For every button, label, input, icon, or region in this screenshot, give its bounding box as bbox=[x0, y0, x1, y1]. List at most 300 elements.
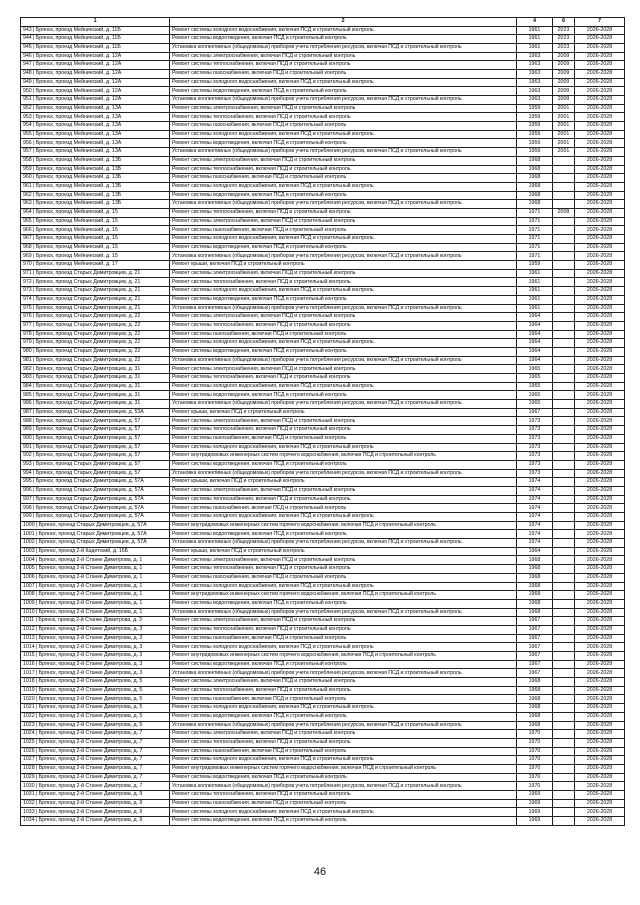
last-repair-year-cell bbox=[553, 643, 575, 652]
last-repair-year-cell bbox=[553, 347, 575, 356]
row-address-cell: 1019 | Брянск, проезд 2-й Станке Димитрова, д. 5 bbox=[21, 686, 170, 695]
page-number: 46 bbox=[313, 866, 327, 878]
row-address-cell: 960 | Брянск, проезд Мейнинский, д. 13Б bbox=[21, 174, 170, 183]
work-type-cell: Ремонт системы холодного водоснабжения, включая ПСД и строительный контроль bbox=[170, 643, 517, 652]
table-row bbox=[21, 591, 625, 600]
column-number: 1 bbox=[21, 18, 170, 27]
row-address-cell: 959 | Брянск, проезд Мейнинский, д. 13Б bbox=[21, 165, 170, 174]
work-type-cell: Ремонт системы электроснабжения, включая ПСД и строительный контроль bbox=[170, 730, 517, 739]
row-address-cell: 993 | Брянск, проезд Старых Димитровцев, д. 57 bbox=[21, 460, 170, 469]
build-year-cell: 1967 bbox=[517, 660, 553, 669]
row-address-cell: 1011 | Брянск, проезд 2-й Станке Димитрова, д. 3 bbox=[21, 617, 170, 626]
last-repair-year-cell: 2023 bbox=[553, 26, 575, 35]
build-year-cell: 1961 bbox=[517, 278, 553, 287]
table-row bbox=[21, 339, 625, 348]
table-row bbox=[21, 356, 625, 365]
row-address-cell: 988 | Брянск, проезд Старых Димитровцев, д. 57 bbox=[21, 417, 170, 426]
row-address-cell: 985 | Брянск, проезд Старых Димитровцев, д. 31 bbox=[21, 391, 170, 400]
table-row bbox=[21, 400, 625, 409]
row-address-cell: 999 | Брянск, проезд Старых Димитровцев, д. 57А bbox=[21, 513, 170, 522]
row-address-cell: 982 | Брянск, проезд Старых Димитровцев, д. 31 bbox=[21, 365, 170, 374]
planned-period-cell: 2026-2028 bbox=[575, 599, 625, 608]
last-repair-year-cell: 2009 bbox=[553, 69, 575, 78]
planned-period-cell: 2026-2028 bbox=[575, 495, 625, 504]
table-row bbox=[21, 113, 625, 122]
row-address-cell: 1018 | Брянск, проезд 2-й Станке Димитрова, д. 5 bbox=[21, 678, 170, 687]
build-year-cell: 1963 bbox=[517, 78, 553, 87]
work-type-cell: Ремонт системы теплоснабжения, включая ПСД и строительный контроль bbox=[170, 426, 517, 435]
build-year-cell: 1971 bbox=[517, 208, 553, 217]
table-row bbox=[21, 174, 625, 183]
row-address-cell: 987 | Брянск, проезд Старых Димитровцев, д. 53А bbox=[21, 408, 170, 417]
table-row bbox=[21, 78, 625, 87]
build-year-cell: 1968 bbox=[517, 174, 553, 183]
build-year-cell: 1968 bbox=[517, 695, 553, 704]
work-type-cell: Установка коллективных (общедомовых) приборов учета потребления ресурсов, включая ПСД и строительный контроль bbox=[170, 200, 517, 209]
last-repair-year-cell bbox=[553, 547, 575, 556]
planned-period-cell: 2026-2028 bbox=[575, 226, 625, 235]
work-type-cell: Ремонт системы водоотведения, включая ПСД и строительный контроль bbox=[170, 817, 517, 826]
work-type-cell: Ремонт системы водоотведения, включая ПСД и строительный контроль bbox=[170, 295, 517, 304]
table-row bbox=[21, 599, 625, 608]
work-type-cell: Установка коллективных (общедомовых) приборов учета потребления ресурсов, включая ПСД и строительный контроль bbox=[170, 43, 517, 52]
table-row bbox=[21, 208, 625, 217]
last-repair-year-cell bbox=[553, 799, 575, 808]
row-address-cell: 980 | Брянск, проезд Старых Димитровцев, д. 22 bbox=[21, 347, 170, 356]
table-row bbox=[21, 495, 625, 504]
work-type-cell: Установка коллективных (общедомовых) приборов учета потребления ресурсов, включая ПСД и строительный контроль bbox=[170, 469, 517, 478]
row-address-cell: 956 | Брянск, проезд Мейнинский, д. 13А bbox=[21, 139, 170, 148]
last-repair-year-cell bbox=[553, 434, 575, 443]
row-address-cell: 1013 | Брянск, проезд 2-й Станке Димитрова, д. 3 bbox=[21, 634, 170, 643]
last-repair-year-cell bbox=[553, 382, 575, 391]
row-address-cell: 984 | Брянск, проезд Старых Димитровцев, д. 31 bbox=[21, 382, 170, 391]
planned-period-cell: 2026-2028 bbox=[575, 217, 625, 226]
build-year-cell: 1965 bbox=[517, 374, 553, 383]
row-address-cell: 1007 | Брянск, проезд 2-й Станке Димитрова, д. 1 bbox=[21, 582, 170, 591]
planned-period-cell: 2026-2028 bbox=[575, 504, 625, 513]
last-repair-year-cell bbox=[553, 660, 575, 669]
table-row bbox=[21, 747, 625, 756]
table-row bbox=[21, 817, 625, 826]
build-year-cell: 1959 bbox=[517, 261, 553, 270]
table-row bbox=[21, 504, 625, 513]
table-row bbox=[21, 295, 625, 304]
build-year-cell: 1973 bbox=[517, 443, 553, 452]
last-repair-year-cell bbox=[553, 712, 575, 721]
planned-period-cell: 2026-2028 bbox=[575, 313, 625, 322]
row-address-cell: 976 | Брянск, проезд Старых Димитровцев, д. 22 bbox=[21, 313, 170, 322]
table-row bbox=[21, 139, 625, 148]
last-repair-year-cell: 2023 bbox=[553, 35, 575, 44]
row-address-cell: 1002 | Брянск, проезд Старых Димитровцев, д. 57А bbox=[21, 539, 170, 548]
planned-period-cell: 2026-2028 bbox=[575, 382, 625, 391]
planned-period-cell: 2026-2028 bbox=[575, 43, 625, 52]
planned-period-cell: 2026-2028 bbox=[575, 35, 625, 44]
work-type-cell: Ремонт системы холодного водоснабжения, включая ПСД и строительный контроль bbox=[170, 382, 517, 391]
table-row bbox=[21, 738, 625, 747]
table-row bbox=[21, 565, 625, 574]
build-year-cell: 1959 bbox=[517, 122, 553, 131]
row-address-cell: 953 | Брянск, проезд Мейнинский, д. 13А bbox=[21, 113, 170, 122]
work-type-cell: Ремонт системы холодного водоснабжения, включая ПСД и строительный контроль bbox=[170, 182, 517, 191]
table-row bbox=[21, 686, 625, 695]
row-address-cell: 1023 | Брянск, проезд 2-й Станке Димитрова, д. 5 bbox=[21, 721, 170, 730]
build-year-cell: 1968 bbox=[517, 704, 553, 713]
work-type-cell: Ремонт системы водоотведения, включая ПСД и строительный контроль bbox=[170, 712, 517, 721]
last-repair-year-cell bbox=[553, 304, 575, 313]
planned-period-cell: 2026-2028 bbox=[575, 634, 625, 643]
table-row bbox=[21, 374, 625, 383]
build-year-cell: 1970 bbox=[517, 730, 553, 739]
planned-period-cell: 2026-2028 bbox=[575, 139, 625, 148]
build-year-cell: 1970 bbox=[517, 773, 553, 782]
last-repair-year-cell bbox=[553, 599, 575, 608]
build-year-cell: 1968 bbox=[517, 182, 553, 191]
table-row bbox=[21, 69, 625, 78]
last-repair-year-cell bbox=[553, 747, 575, 756]
row-address-cell: 973 | Брянск, проезд Старых Димитровцев, д. 21 bbox=[21, 287, 170, 296]
work-type-cell: Ремонт системы электроснабжения, включая ПСД и строительный контроль bbox=[170, 313, 517, 322]
last-repair-year-cell bbox=[553, 330, 575, 339]
row-address-cell: 977 | Брянск, проезд Старых Димитровцев, д. 22 bbox=[21, 321, 170, 330]
work-type-cell: Ремонт крыши, включая ПСД и строительный контроль bbox=[170, 261, 517, 270]
planned-period-cell: 2026-2028 bbox=[575, 782, 625, 791]
row-address-cell: 951 | Брянск, проезд Мейнинский, д. 12А bbox=[21, 96, 170, 105]
last-repair-year-cell bbox=[553, 321, 575, 330]
planned-period-cell: 2026-2028 bbox=[575, 452, 625, 461]
work-type-cell: Ремонт системы теплоснабжения, включая ПСД и строительный контроль bbox=[170, 791, 517, 800]
work-type-cell: Ремонт системы холодного водоснабжения, включая ПСД и строительный контроль bbox=[170, 130, 517, 139]
last-repair-year-cell bbox=[553, 521, 575, 530]
last-repair-year-cell bbox=[553, 539, 575, 548]
table-row bbox=[21, 547, 625, 556]
build-year-cell: 1963 bbox=[517, 96, 553, 105]
last-repair-year-cell bbox=[553, 504, 575, 513]
table-row bbox=[21, 678, 625, 687]
planned-period-cell: 2026-2028 bbox=[575, 330, 625, 339]
row-address-cell: 1012 | Брянск, проезд 2-й Станке Димитрова, д. 3 bbox=[21, 625, 170, 634]
last-repair-year-cell: 2009 bbox=[553, 87, 575, 96]
last-repair-year-cell bbox=[553, 200, 575, 209]
planned-period-cell: 2026-2028 bbox=[575, 817, 625, 826]
last-repair-year-cell bbox=[553, 764, 575, 773]
build-year-cell: 1963 bbox=[517, 87, 553, 96]
row-address-cell: 1033 | Брянск, проезд 2-й Станке Димитрова, д. 9 bbox=[21, 808, 170, 817]
planned-period-cell: 2026-2028 bbox=[575, 443, 625, 452]
last-repair-year-cell bbox=[553, 756, 575, 765]
planned-period-cell: 2026-2028 bbox=[575, 269, 625, 278]
planned-period-cell: 2026-2028 bbox=[575, 61, 625, 70]
build-year-cell: 1971 bbox=[517, 226, 553, 235]
build-year-cell: 1968 bbox=[517, 165, 553, 174]
planned-period-cell: 2026-2028 bbox=[575, 287, 625, 296]
planned-period-cell: 2026-2028 bbox=[575, 539, 625, 548]
planned-period-cell: 2026-2028 bbox=[575, 130, 625, 139]
table-row bbox=[21, 617, 625, 626]
last-repair-year-cell bbox=[553, 165, 575, 174]
last-repair-year-cell bbox=[553, 808, 575, 817]
planned-period-cell: 2026-2028 bbox=[575, 347, 625, 356]
build-year-cell: 1967 bbox=[517, 669, 553, 678]
table-row bbox=[21, 165, 625, 174]
row-address-cell: 1010 | Брянск, проезд 2-й Станке Димитрова, д. 1 bbox=[21, 608, 170, 617]
last-repair-year-cell bbox=[553, 235, 575, 244]
work-type-cell: Ремонт внутридомовых инженерных систем горячего водоснабжения, включая ПСД и строительный контроль bbox=[170, 764, 517, 773]
planned-period-cell: 2026-2028 bbox=[575, 243, 625, 252]
last-repair-year-cell bbox=[553, 278, 575, 287]
planned-period-cell: 2026-2028 bbox=[575, 391, 625, 400]
last-repair-year-cell: 2009 bbox=[553, 78, 575, 87]
last-repair-year-cell bbox=[553, 217, 575, 226]
table-row bbox=[21, 43, 625, 52]
last-repair-year-cell bbox=[553, 591, 575, 600]
build-year-cell: 1967 bbox=[517, 652, 553, 661]
planned-period-cell: 2026-2028 bbox=[575, 712, 625, 721]
work-type-cell: Ремонт системы водоотведения, включая ПСД и строительный контроль bbox=[170, 139, 517, 148]
row-address-cell: 1034 | Брянск, проезд 2-й Станке Димитрова, д. 9 bbox=[21, 817, 170, 826]
work-type-cell: Ремонт системы теплоснабжения, включая ПСД и строительный контроль bbox=[170, 738, 517, 747]
build-year-cell: 1973 bbox=[517, 417, 553, 426]
build-year-cell: 1968 bbox=[517, 191, 553, 200]
work-type-cell: Установка коллективных (общедомовых) приборов учета потребления ресурсов, включая ПСД и строительный контроль bbox=[170, 304, 517, 313]
last-repair-year-cell bbox=[553, 365, 575, 374]
last-repair-year-cell: 2008 bbox=[553, 208, 575, 217]
work-type-cell: Ремонт системы теплоснабжения, включая ПСД и строительный контроль bbox=[170, 321, 517, 330]
table-row bbox=[21, 452, 625, 461]
row-address-cell: 994 | Брянск, проезд Старых Димитровцев, д. 57 bbox=[21, 469, 170, 478]
table-row bbox=[21, 35, 625, 44]
work-type-cell: Ремонт системы теплоснабжения, включая ПСД и строительный контроль bbox=[170, 113, 517, 122]
table-row bbox=[21, 478, 625, 487]
row-address-cell: 1009 | Брянск, проезд 2-й Станке Димитрова, д. 1 bbox=[21, 599, 170, 608]
build-year-cell: 1965 bbox=[517, 382, 553, 391]
planned-period-cell: 2026-2028 bbox=[575, 96, 625, 105]
build-year-cell: 1970 bbox=[517, 764, 553, 773]
planned-period-cell: 2026-2028 bbox=[575, 26, 625, 35]
last-repair-year-cell: 2009 bbox=[553, 61, 575, 70]
planned-period-cell: 2026-2028 bbox=[575, 773, 625, 782]
last-repair-year-cell bbox=[553, 773, 575, 782]
row-address-cell: 969 | Брянск, проезд Мейнинский, д. 15 bbox=[21, 252, 170, 261]
row-address-cell: 967 | Брянск, проезд Мейнинский, д. 15 bbox=[21, 235, 170, 244]
planned-period-cell: 2026-2028 bbox=[575, 278, 625, 287]
row-address-cell: 943 | Брянск, проезд Мейнинский, д. 11Б bbox=[21, 26, 170, 35]
table-row bbox=[21, 87, 625, 96]
table-row bbox=[21, 269, 625, 278]
row-address-cell: 955 | Брянск, проезд Мейнинский, д. 13А bbox=[21, 130, 170, 139]
row-address-cell: 1006 | Брянск, проезд 2-й Станке Димитрова, д. 1 bbox=[21, 573, 170, 582]
row-address-cell: 997 | Брянск, проезд Старых Димитровцев, д. 57А bbox=[21, 495, 170, 504]
row-address-cell: 972 | Брянск, проезд Старых Димитровцев, д. 21 bbox=[21, 278, 170, 287]
row-address-cell: 961 | Брянск, проезд Мейнинский, д. 13Б bbox=[21, 182, 170, 191]
work-type-cell: Ремонт системы водоотведения, включая ПСД и строительный контроль bbox=[170, 391, 517, 400]
work-type-cell: Установка коллективных (общедомовых) приборов учета потребления ресурсов, включая ПСД и строительный контроль bbox=[170, 669, 517, 678]
build-year-cell: 1961 bbox=[517, 269, 553, 278]
work-type-cell: Установка коллективных (общедомовых) приборов учета потребления ресурсов, включая ПСД и строительный контроль bbox=[170, 400, 517, 409]
table-row bbox=[21, 721, 625, 730]
build-year-cell: 1967 bbox=[517, 617, 553, 626]
column-number: 2 bbox=[170, 18, 517, 27]
table-row bbox=[21, 573, 625, 582]
last-repair-year-cell bbox=[553, 295, 575, 304]
last-repair-year-cell bbox=[553, 400, 575, 409]
build-year-cell: 1964 bbox=[517, 347, 553, 356]
work-type-cell: Установка коллективных (общедомовых) приборов учета потребления ресурсов, включая ПСД и строительный контроль bbox=[170, 608, 517, 617]
last-repair-year-cell bbox=[553, 252, 575, 261]
work-type-cell: Ремонт системы электроснабжения, включая ПСД и строительный контроль bbox=[170, 156, 517, 165]
table-body bbox=[21, 26, 625, 825]
table-row bbox=[21, 764, 625, 773]
work-type-cell: Ремонт внутридомовых инженерных систем горячего водоснабжения, включая ПСД и строительный контроль bbox=[170, 652, 517, 661]
row-address-cell: 1029 | Брянск, проезд 2-й Станке Димитрова, д. 7 bbox=[21, 773, 170, 782]
planned-period-cell: 2026-2028 bbox=[575, 704, 625, 713]
planned-period-cell: 2026-2028 bbox=[575, 469, 625, 478]
build-year-cell: 1961 bbox=[517, 295, 553, 304]
capital-repair-register bbox=[20, 17, 624, 826]
work-type-cell: Ремонт крыши, включая ПСД и строительный контроль bbox=[170, 408, 517, 417]
planned-period-cell: 2026-2028 bbox=[575, 486, 625, 495]
table-row bbox=[21, 634, 625, 643]
work-type-cell: Ремонт системы теплоснабжения, включая ПСД и строительный контроль bbox=[170, 165, 517, 174]
row-address-cell: 944 | Брянск, проезд Мейнинский, д. 11Б bbox=[21, 35, 170, 44]
table-row bbox=[21, 226, 625, 235]
row-address-cell: 996 | Брянск, проезд Старых Димитровцев, д. 57А bbox=[21, 486, 170, 495]
planned-period-cell: 2026-2028 bbox=[575, 156, 625, 165]
planned-period-cell: 2026-2028 bbox=[575, 808, 625, 817]
work-type-cell: Ремонт системы водоотведения, включая ПСД и строительный контроль bbox=[170, 243, 517, 252]
table-row bbox=[21, 513, 625, 522]
last-repair-year-cell bbox=[553, 608, 575, 617]
last-repair-year-cell bbox=[553, 634, 575, 643]
table-row bbox=[21, 347, 625, 356]
table-row bbox=[21, 382, 625, 391]
row-address-cell: 950 | Брянск, проезд Мейнинский, д. 12А bbox=[21, 87, 170, 96]
row-address-cell: 1027 | Брянск, проезд 2-й Станке Димитрова, д. 7 bbox=[21, 756, 170, 765]
table-row bbox=[21, 313, 625, 322]
build-year-cell: 1974 bbox=[517, 486, 553, 495]
last-repair-year-cell bbox=[553, 513, 575, 522]
table-row bbox=[21, 799, 625, 808]
row-address-cell: 989 | Брянск, проезд Старых Димитровцев, д. 57 bbox=[21, 426, 170, 435]
last-repair-year-cell bbox=[553, 261, 575, 270]
planned-period-cell: 2026-2028 bbox=[575, 686, 625, 695]
build-year-cell: 1961 bbox=[517, 304, 553, 313]
row-address-cell: 1004 | Брянск, проезд 2-й Станке Димитрова, д. 1 bbox=[21, 556, 170, 565]
table-row bbox=[21, 712, 625, 721]
table-row bbox=[21, 365, 625, 374]
planned-period-cell: 2026-2028 bbox=[575, 625, 625, 634]
work-type-cell: Ремонт системы теплоснабжения, включая ПСД и строительный контроль bbox=[170, 495, 517, 504]
build-year-cell: 1964 bbox=[517, 330, 553, 339]
column-number: 7 bbox=[575, 18, 625, 27]
planned-period-cell: 2026-2028 bbox=[575, 339, 625, 348]
table-row bbox=[21, 130, 625, 139]
row-address-cell: 998 | Брянск, проезд Старых Димитровцев, д. 57А bbox=[21, 504, 170, 513]
last-repair-year-cell bbox=[553, 174, 575, 183]
row-address-cell: 1015 | Брянск, проезд 2-й Станке Димитрова, д. 3 bbox=[21, 652, 170, 661]
build-year-cell: 1964 bbox=[517, 356, 553, 365]
planned-period-cell: 2026-2028 bbox=[575, 747, 625, 756]
row-address-cell: 1017 | Брянск, проезд 2-й Станке Димитрова, д. 3 bbox=[21, 669, 170, 678]
row-address-cell: 1000 | Брянск, проезд Старых Димитровцев, д. 57А bbox=[21, 521, 170, 530]
planned-period-cell: 2026-2028 bbox=[575, 591, 625, 600]
row-address-cell: 1031 | Брянск, проезд 2-й Станке Димитрова, д. 9 bbox=[21, 791, 170, 800]
last-repair-year-cell: 2023 bbox=[553, 43, 575, 52]
planned-period-cell: 2026-2028 bbox=[575, 799, 625, 808]
work-type-cell: Ремонт внутридомовых инженерных систем горячего водоснабжения, включая ПСД и строительный контроль bbox=[170, 591, 517, 600]
row-address-cell: 1003 | Брянск, проезд 2-й Кадетский, д. 16Б bbox=[21, 547, 170, 556]
table-row bbox=[21, 217, 625, 226]
row-address-cell: 965 | Брянск, проезд Мейнинский, д. 15 bbox=[21, 217, 170, 226]
build-year-cell: 1973 bbox=[517, 434, 553, 443]
last-repair-year-cell bbox=[553, 452, 575, 461]
build-year-cell: 1964 bbox=[517, 547, 553, 556]
work-type-cell: Ремонт системы водоотведения, включая ПСД и строительный контроль bbox=[170, 530, 517, 539]
work-type-cell: Ремонт системы газоснабжения, включая ПСД и строительный контроль bbox=[170, 434, 517, 443]
build-year-cell: 1968 bbox=[517, 565, 553, 574]
table-row bbox=[21, 191, 625, 200]
planned-period-cell: 2026-2028 bbox=[575, 478, 625, 487]
build-year-cell: 1970 bbox=[517, 782, 553, 791]
table-row bbox=[21, 582, 625, 591]
row-address-cell: 1021 | Брянск, проезд 2-й Станке Димитрова, д. 5 bbox=[21, 704, 170, 713]
work-type-cell: Ремонт внутридомовых инженерных систем горячего водоснабжения, включая ПСД и строительный контроль bbox=[170, 452, 517, 461]
build-year-cell: 1961 bbox=[517, 26, 553, 35]
table-row bbox=[21, 556, 625, 565]
build-year-cell: 1968 bbox=[517, 591, 553, 600]
planned-period-cell: 2026-2028 bbox=[575, 304, 625, 313]
row-address-cell: 1032 | Брянск, проезд 2-й Станке Димитрова, д. 9 bbox=[21, 799, 170, 808]
row-address-cell: 1024 | Брянск, проезд 2-й Станке Димитрова, д. 7 bbox=[21, 730, 170, 739]
work-type-cell: Ремонт системы водоотведения, включая ПСД и строительный контроль bbox=[170, 35, 517, 44]
table-row bbox=[21, 521, 625, 530]
table-row bbox=[21, 122, 625, 131]
last-repair-year-cell bbox=[553, 669, 575, 678]
table-row bbox=[21, 530, 625, 539]
table-row bbox=[21, 330, 625, 339]
table-row bbox=[21, 252, 625, 261]
column-number: 6 bbox=[553, 18, 575, 27]
planned-period-cell: 2026-2028 bbox=[575, 104, 625, 113]
build-year-cell: 1968 bbox=[517, 200, 553, 209]
planned-period-cell: 2026-2028 bbox=[575, 113, 625, 122]
last-repair-year-cell bbox=[553, 678, 575, 687]
build-year-cell: 1963 bbox=[517, 69, 553, 78]
build-year-cell: 1963 bbox=[517, 52, 553, 61]
row-address-cell: 948 | Брянск, проезд Мейнинский, д. 12А bbox=[21, 69, 170, 78]
build-year-cell: 1964 bbox=[517, 313, 553, 322]
work-type-cell: Ремонт системы газоснабжения, включая ПСД и строительный контроль bbox=[170, 330, 517, 339]
build-year-cell: 1968 bbox=[517, 573, 553, 582]
last-repair-year-cell bbox=[553, 391, 575, 400]
last-repair-year-cell bbox=[553, 478, 575, 487]
row-address-cell: 1022 | Брянск, проезд 2-й Станке Димитрова, д. 5 bbox=[21, 712, 170, 721]
planned-period-cell: 2026-2028 bbox=[575, 426, 625, 435]
row-address-cell: 954 | Брянск, проезд Мейнинский, д. 13А bbox=[21, 122, 170, 131]
planned-period-cell: 2026-2028 bbox=[575, 356, 625, 365]
table-row bbox=[21, 96, 625, 105]
work-type-cell: Ремонт системы водоотведения, включая ПСД и строительный контроль bbox=[170, 773, 517, 782]
build-year-cell: 1965 bbox=[517, 400, 553, 409]
last-repair-year-cell bbox=[553, 573, 575, 582]
planned-period-cell: 2026-2028 bbox=[575, 148, 625, 157]
work-type-cell: Ремонт крыши, включая ПСД и строительный контроль bbox=[170, 478, 517, 487]
work-type-cell: Ремонт системы холодного водоснабжения, включая ПСД и строительный контроль bbox=[170, 26, 517, 35]
work-type-cell: Ремонт системы теплоснабжения, включая ПСД и строительный контроль bbox=[170, 278, 517, 287]
table-row bbox=[21, 417, 625, 426]
row-address-cell: 974 | Брянск, проезд Старых Димитровцев, д. 21 bbox=[21, 295, 170, 304]
